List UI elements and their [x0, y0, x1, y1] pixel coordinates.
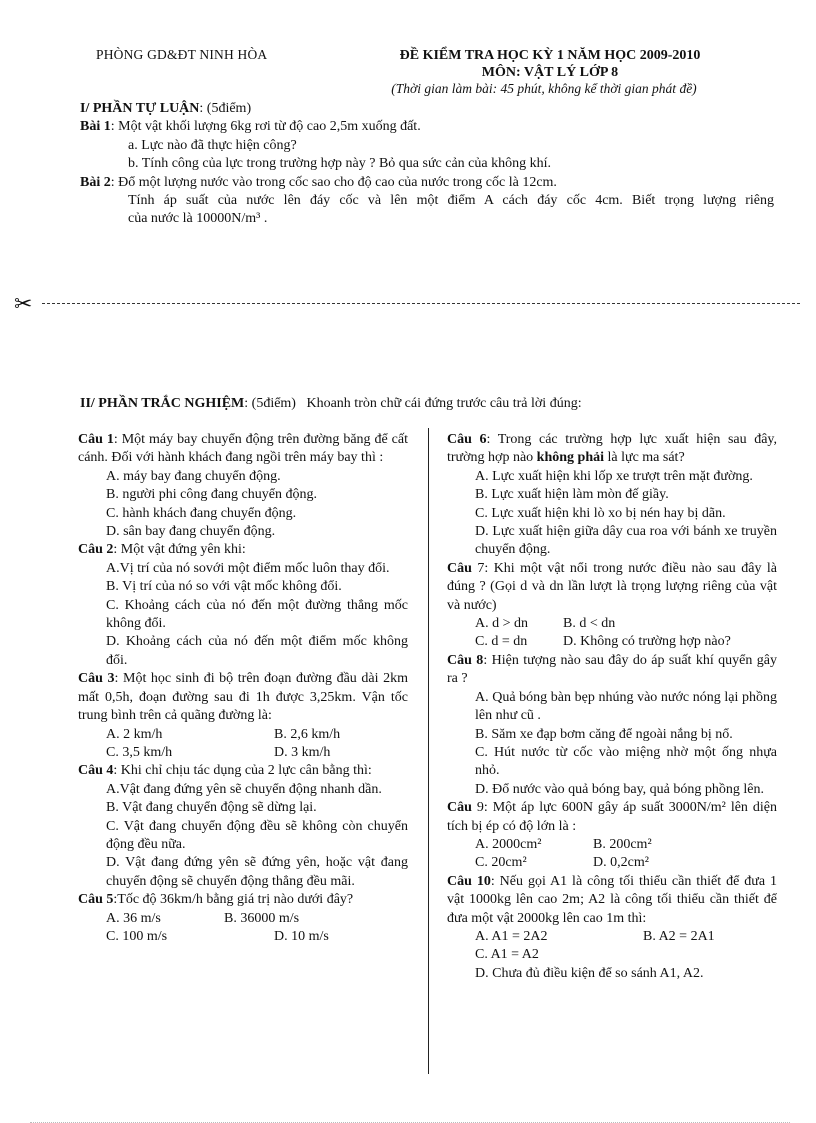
q7-option-b[interactable]: B. d < dn: [563, 616, 616, 632]
bai1-text: : Một vật khối lượng 6kg rơi từ độ cao 2,5m xuống đất.: [110, 119, 421, 134]
left-column: [78, 431, 408, 946]
q6-option-b[interactable]: B. Lực xuất hiện làm mòn đế giầy.: [475, 487, 669, 503]
q1-option-c[interactable]: C. hành khách đang chuyển động.: [106, 505, 297, 521]
question-9: [447, 799, 777, 836]
exam-title-line2: MÔN: VẬT LÝ LỚP 8: [481, 65, 619, 80]
q7-option-a[interactable]: A. d > dn: [475, 616, 529, 632]
q4-option-d[interactable]: D. Vật đang đứng yên sẽ đứng yên, hoặc vật đang chuyển động sẽ chuyển động thẳng đều mãi.: [106, 855, 408, 889]
q8-option-a[interactable]: A. Quả bóng bàn bẹp nhúng vào nước nóng lại phồng lên như cũ .: [475, 689, 777, 724]
question-2: [78, 541, 408, 559]
q5-options-ab: [78, 910, 408, 928]
q5-option-d[interactable]: D. 10 m/s: [274, 928, 329, 944]
q6-label: Câu 6: [447, 432, 487, 447]
question-7: [447, 560, 777, 615]
q10-option-b[interactable]: B. A2 = 2A1: [643, 928, 715, 944]
q8-text: : Hiện tượng nào sau đây do áp suất khí quyển gây ra ?: [447, 652, 777, 687]
column-divider: [428, 428, 429, 1074]
q7-text: 7: Khi một vật nổi trong nước điều nào sau đây là đúng ? (Gọi d và dn lần lượt là trọng lượng riêng của vật và nước): [447, 560, 777, 613]
q1-option-d[interactable]: D. sân bay đang chuyển động.: [106, 524, 276, 540]
part2-heading: [80, 395, 582, 413]
q8-option-c[interactable]: C. Hút nước từ cốc vào miệng nhờ một ống nhựa nhỏ.: [475, 744, 777, 779]
q1-label: Câu 1: [78, 432, 114, 447]
part1-heading: [80, 100, 251, 118]
q2-option-d[interactable]: D. Khoảng cách của nó đến một điểm mốc không đổi.: [106, 634, 408, 668]
q3-option-d[interactable]: D. 3 km/h: [274, 744, 331, 760]
q2-option-a[interactable]: A.Vị trí của nó sovới một điểm mốc luôn thay đổi.: [106, 560, 390, 576]
q9-text: 9: Một áp lực 600N gây áp suất 3000N/m² lên diện tích bị ép có độ lớn là :: [447, 800, 777, 834]
q9-label: Câu: [447, 800, 472, 816]
q9-option-c[interactable]: C. 20cm²: [475, 855, 527, 871]
bai2-text: : Đổ một lượng nước vào trong cốc sao cho độ cao của nước trong cốc là 12cm.: [110, 175, 557, 190]
q10-text: : Nếu gọi A1 là công tối thiểu cần thiết để đưa 1 vật 1000kg lên cao 2m; A2 là công tối thiểu cần thiết để đưa một vật 2000kg lên cao 1m thì:: [447, 873, 777, 926]
q5-option-c[interactable]: C. 100 m/s: [106, 928, 168, 944]
q7-option-d[interactable]: D. Không có trường hợp nào?: [563, 634, 731, 650]
q10-label: Câu 10: [447, 873, 491, 889]
question-3: [78, 670, 408, 725]
q3-option-a[interactable]: A. 2 km/h: [106, 726, 163, 742]
exam-title-line1: ĐỀ KIỂM TRA HỌC KỲ 1 NĂM HỌC 2009-2010: [399, 48, 701, 63]
q7-options-ab: [447, 615, 777, 633]
q3-option-b[interactable]: B. 2,6 km/h: [274, 726, 341, 742]
exam-title: [360, 47, 740, 81]
q3-label: Câu 3: [78, 671, 115, 687]
q10-option-c[interactable]: C. A1 = A2: [475, 947, 539, 963]
q8-option-b[interactable]: B. Săm xe đạp bơm căng để ngoài nắng bị nổ.: [475, 726, 733, 742]
q1-option-b[interactable]: B. người phi công đang chuyển động.: [106, 487, 317, 503]
q4-text: : Khi chỉ chịu tác dụng của 2 lực cân bằng thì:: [113, 763, 372, 779]
right-column: [447, 431, 777, 983]
part2-title: II/ PHẦN TRẮC NGHIỆM: [80, 396, 245, 411]
q4-label: Câu 4: [78, 763, 114, 779]
q9-options-ab: [447, 836, 777, 854]
q3-options-ab: [78, 726, 408, 744]
q6-text-2: là lực ma sát?: [604, 450, 685, 466]
question-4: [78, 762, 408, 780]
q4-option-c[interactable]: C. Vật đang chuyển động đều sẽ không còn chuyển động đều nữa.: [106, 818, 408, 852]
q6-bold: không phải: [536, 450, 604, 466]
question-1: [78, 431, 408, 468]
q2-text: : Một vật đứng yên khi:: [113, 542, 246, 558]
q8-option-d[interactable]: D. Đổ nước vào quả bóng bay, quả bóng phồng lên.: [475, 781, 764, 797]
q6-option-d[interactable]: D. Lực xuất hiện giữa dây cua roa với bánh xe truyền chuyển động.: [475, 524, 777, 558]
q1-text: : Một máy bay chuyển động trên đường băng để cất cánh. Đối với hành khách đang ngồi trên máy bay thì :: [78, 432, 408, 466]
q5-option-b[interactable]: B. 36000 m/s: [224, 910, 300, 926]
question-8: [447, 652, 777, 689]
question-6: [447, 431, 777, 468]
question-10: [447, 873, 777, 928]
q10-option-a[interactable]: A. A1 = 2A2: [475, 928, 548, 944]
q3-option-c[interactable]: C. 3,5 km/h: [106, 744, 173, 760]
part1-points: : (5điểm): [199, 101, 252, 116]
q2-option-c[interactable]: C. Khoảng cách của nó đến một đường thẳng mốc không đổi.: [106, 597, 408, 632]
q10-options-ab: [447, 928, 777, 946]
q5-text: :Tốc độ 36km/h bằng giá trị nào dưới đây?: [113, 892, 354, 908]
q8-label: Câu 8: [447, 652, 484, 668]
bai2-line3: của nước là 10000N/m³ .: [128, 211, 268, 226]
q2-label: Câu 2: [78, 542, 114, 558]
q9-option-d[interactable]: D. 0,2cm²: [593, 855, 649, 871]
school-name: PHÒNG GD&ĐT NINH HÒA: [96, 47, 268, 62]
q7-option-c[interactable]: C. d = dn: [475, 634, 528, 650]
q7-options-cd: [447, 633, 777, 651]
time-note: (Thời gian làm bài: 45 phút, không kể thời gian phát đề): [391, 81, 697, 96]
q1-option-a[interactable]: A. máy bay đang chuyển động.: [106, 468, 281, 484]
q6-option-a[interactable]: A. Lực xuất hiện khi lốp xe trượt trên mặt đường.: [475, 468, 753, 484]
part1-title: I/ PHẦN TỰ LUẬN: [80, 101, 200, 116]
bai1: [80, 118, 421, 136]
q2-option-b[interactable]: B. Vị trí của nó so với vật mốc không đổi.: [106, 579, 342, 595]
bai2-label: Bài 2: [80, 175, 111, 190]
q4-option-b[interactable]: B. Vật đang chuyển động sẽ dừng lại.: [106, 800, 317, 816]
q3-options-cd: [78, 744, 408, 762]
bai1-label: Bài 1: [80, 119, 111, 134]
q5-option-a[interactable]: A. 36 m/s: [106, 910, 161, 926]
q6-option-c[interactable]: C. Lực xuất hiện khi lò xo bị nén hay bị dãn.: [475, 505, 726, 521]
bai1-a: a. Lực nào đã thực hiện công?: [128, 138, 297, 153]
q3-text: : Một học sinh đi bộ trên đoạn đường đầu dài 2km mất 0,5h, đoạn đường sau đi 1h được 3,25km. Vận tốc trung bình trên cả quãng đường là:: [78, 671, 408, 724]
part2-instruction: Khoanh tròn chữ cái đứng trước câu trả lời đúng:: [306, 396, 582, 411]
bai1-b: b. Tính công của lực trong trường hợp này ? Bỏ qua sức cản của không khí.: [128, 156, 551, 171]
q5-label: Câu 5: [78, 892, 114, 908]
q6-text-1: : Trong các trường hợp lực xuất hiện sau đây, trường hợp nào: [447, 432, 777, 466]
q9-options-cd: [447, 854, 777, 872]
q7-label: Câu: [447, 560, 472, 576]
cut-line: [42, 303, 800, 304]
scissors-icon: ✂: [14, 291, 33, 316]
q10-option-d[interactable]: D. Chưa đủ điều kiện để so sánh A1, A2.: [475, 965, 704, 981]
q5-options-cd: [78, 928, 408, 946]
part2-points: : (5điểm): [244, 396, 296, 411]
q4-option-a[interactable]: A.Vật đang đứng yên sẽ chuyển động nhanh dần.: [106, 781, 382, 797]
bai2: [80, 174, 557, 192]
question-5: [78, 891, 408, 909]
q9-option-a[interactable]: A. 2000cm²: [475, 836, 542, 852]
q9-option-b[interactable]: B. 200cm²: [593, 836, 652, 852]
bai2-line2: Tính áp suất của nước lên đáy cốc và lên một điểm A cách đáy cốc 4cm. Biết trọng lượng riêng: [128, 193, 774, 208]
